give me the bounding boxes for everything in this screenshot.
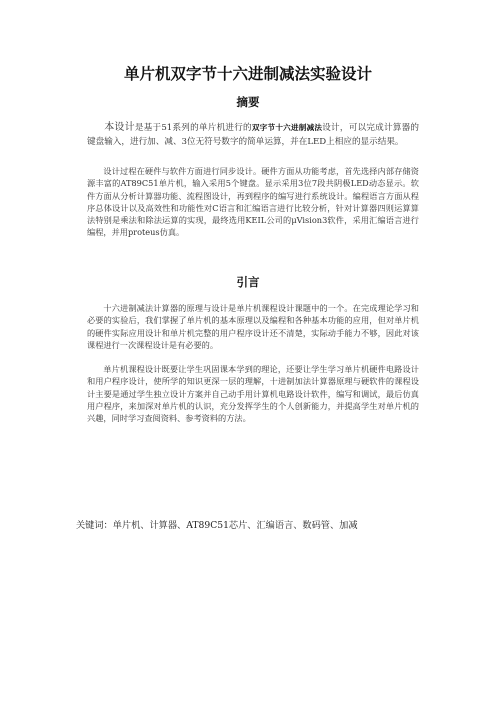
- abstract-lead: 本设计: [104, 122, 135, 133]
- abstract-paragraph-2: 设计过程在硬件与软件方面进行同步设计。硬件方面从功能考虑，首先选择内部存储资源丰富的AT89C51单片机，输入采用5个键盘。显示采用3位7段共阴极LED动态显示。软件方面从分析计算器功能、流程图设计，再到程序的编写进行系统设计。编程语言方面从程序总体设计以及高效性和功能性对C语言和汇编语言进行比较分析，针对计算器四则运算算法特别是乘法和除法运算的实现，最终选用KEIL公司的μVision3软件，采用汇编语言进行编程，并用proteus仿真。: [87, 166, 419, 238]
- abstract-paragraph-1: [87, 121, 419, 149]
- intro-paragraph-2: 单片机课程设计既要让学生巩固课本学到的理论，还要让学生学习单片机硬件电路设计和用户程序设计，使所学的知识更深一层的理解，十进制加法计算器原理与硬软件的课程设计主要是通过学生独立设计方案并自己动手用计算机电路设计软件，编写和调试，最后仿真用户程序，来加深对单片机的认识，充分发挥学生的个人创新能力，并提高学生对单片机的兴趣，同时学习查阅资料、参考资料的方法。: [87, 364, 419, 424]
- abstract-text-b: 设计，可以完成计算器的键盘输入，进行加、减、3位无符号数字的简单运算，并在LED上相应的显示结果。: [87, 123, 420, 147]
- abstract-bold-topic: 双字节十六进制减法: [251, 123, 323, 132]
- document-title: 单片机双字节十六进制减法实验设计: [123, 65, 372, 83]
- abstract-text-a: 是基于51系列的单片机进行的: [134, 123, 252, 133]
- abstract-heading: 摘要: [236, 95, 260, 109]
- intro-heading: 引言: [236, 275, 260, 289]
- intro-paragraph-1: 十六进制减法计算器的原理与设计是单片机课程设计课题中的一个。在完成理论学习和必要的实验后，我们掌握了单片机的基本原理以及编程和各种基本功能的应用，但对单片机的硬件实际应用设计和单片机完整的用户程序设计还不清楚，实际动手能力不够，因此对该课程进行一次课程设计是有必要的。: [87, 303, 419, 350]
- keywords-line: 关键词：单片机、计算器、AT89C51芯片、汇编语言、数码管、加减: [76, 520, 358, 531]
